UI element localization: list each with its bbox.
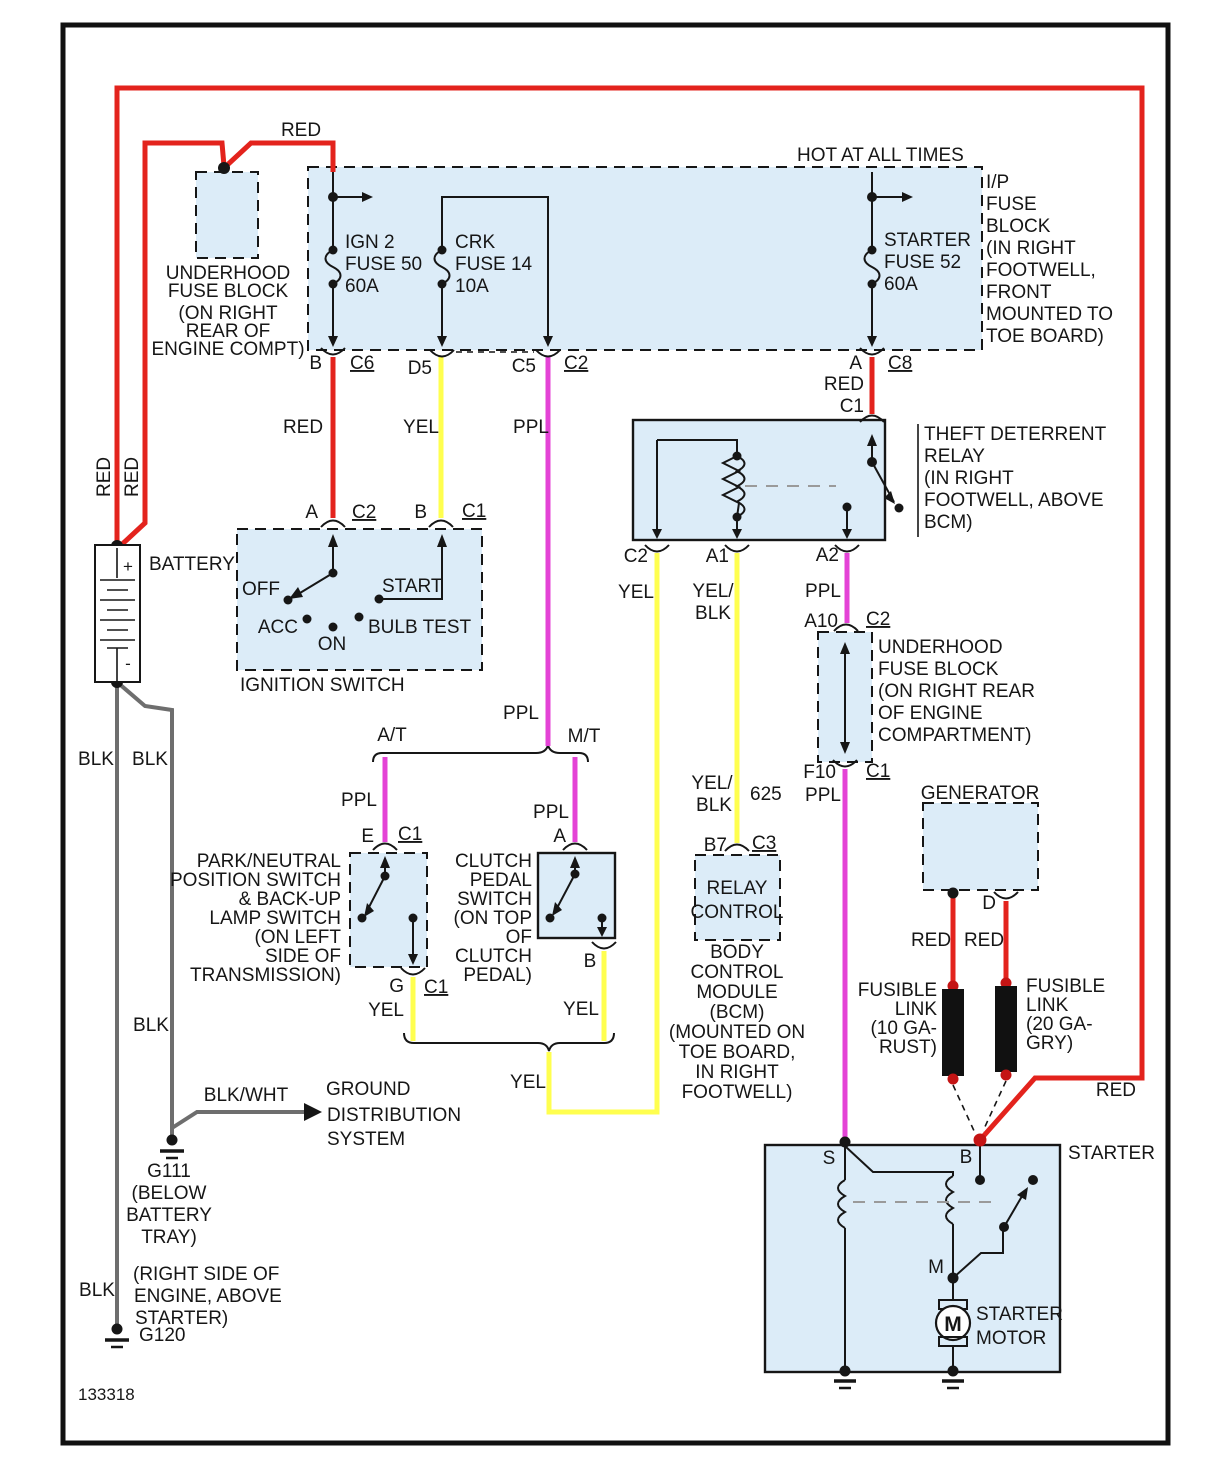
red-wire-label: RED [823, 374, 864, 395]
fl-right-line: GRY) [1026, 1033, 1074, 1054]
pin-label-m: M [928, 1257, 944, 1278]
fusible-link-right-symbol [995, 978, 1017, 1081]
at-branch-label: A/T [377, 725, 407, 746]
pn-side-line: POSITION SWITCH [170, 870, 341, 891]
fl-right-line: (20 GA- [1026, 1014, 1093, 1035]
pin-label-d: D [982, 893, 996, 914]
connector-pn-e [373, 844, 397, 851]
position-acc: ACC [257, 617, 298, 638]
pin-label-b: B [414, 502, 427, 523]
conn-label-c1: C1 [398, 824, 423, 845]
ip-side-line: MOUNTED TO [986, 304, 1114, 325]
underhood-left-label [151, 263, 304, 360]
fl-left-line: FUSIBLE [857, 980, 937, 1001]
yel-wire-label: YEL [403, 417, 439, 438]
g120-loc-line: STARTER) [135, 1308, 229, 1329]
g120-loc-line: (RIGHT SIDE OF [133, 1264, 280, 1285]
starter-fuse-line: 60A [884, 274, 918, 295]
starter-fuse-line: FUSE 52 [884, 252, 962, 273]
position-start: START [382, 576, 443, 597]
clutch-side-line: SWITCH [457, 889, 532, 910]
yel-wire-label: YEL [563, 999, 599, 1020]
ground-id-g111: G111 [147, 1161, 191, 1182]
conn-label-c6: C6 [350, 353, 375, 374]
connector-relay-c2 [645, 545, 669, 552]
g120-loc-line: ENGINE, ABOVE [134, 1286, 282, 1307]
bcm-caption-line: (BCM) [709, 1002, 765, 1023]
g111-loc-line: (BELOW [131, 1183, 207, 1204]
bcm-caption-line: IN RIGHT [695, 1062, 779, 1083]
blk-wire-label: BLK [133, 1015, 169, 1036]
fl-right-line: LINK [1026, 995, 1069, 1016]
conn-label-c1: C1 [462, 501, 487, 522]
connector-ignition-a [321, 521, 345, 528]
ignition-switch-caption: IGNITION SWITCH [240, 675, 405, 696]
pin-label-b7: B7 [703, 835, 727, 856]
ppl-wire-label: PPL [805, 785, 841, 806]
circuit-number-625: 625 [750, 784, 782, 805]
relay-side-line: THEFT DETERRENT [924, 424, 1107, 445]
generator-box [923, 803, 1038, 890]
bcm-caption-line: CONTROL [690, 962, 784, 983]
ign2-fuse-line: IGN 2 [345, 232, 395, 253]
pin-label-g: G [389, 976, 404, 997]
blkwht-wire-ground-dist [172, 1112, 304, 1128]
clutch-side-line: PEDAL) [463, 965, 532, 986]
conn-label-c3: C3 [752, 833, 777, 854]
bcm-caption-line: TOE BOARD, [678, 1042, 796, 1063]
bcm-box-line: RELAY [706, 878, 768, 899]
battery-minus: - [125, 654, 131, 673]
uhl-name-line: FUSE BLOCK [167, 281, 289, 302]
bcm-box-line: CONTROL [690, 902, 784, 923]
diagram-number: 133318 [78, 1385, 135, 1404]
ppl-wire-label: PPL [805, 581, 841, 602]
yel-wire-label: YEL [368, 1000, 404, 1021]
conn-label-c1: C1 [839, 396, 864, 417]
ip-connector-labels [309, 353, 912, 417]
crk-fuse-line: 10A [455, 276, 489, 297]
pn-side-line: SIDE OF [264, 946, 341, 967]
yel-wire-label: YEL [510, 1072, 546, 1093]
mt-branch-label: M/T [567, 726, 601, 747]
blk-wire-label: BLK [79, 1280, 115, 1301]
position-off: OFF [242, 579, 280, 600]
pin-label-b: B [309, 353, 322, 374]
generator-left-pin-dot [948, 888, 959, 899]
yelblk-wire-label: YEL/ [692, 581, 734, 602]
conn-label-c8: C8 [888, 353, 913, 374]
relay-side-line: FOOTWELL, ABOVE [924, 490, 1104, 511]
red-wire-label: RED [282, 417, 324, 438]
ign2-fuse-line: 60A [345, 276, 379, 297]
red-wire-label-vertical: RED [94, 456, 115, 497]
connector-bcm-b7 [725, 845, 749, 852]
clutch-side-line: PEDAL [469, 870, 532, 891]
fl-left-line: (10 GA- [870, 1018, 937, 1039]
ground-dist-line: SYSTEM [327, 1129, 406, 1150]
at-mt-brace [373, 745, 588, 762]
pn-side-line: PARK/NEUTRAL [196, 851, 341, 872]
pin-label-f10: F10 [803, 762, 836, 783]
ground-g120-symbol [105, 1324, 129, 1348]
pin-label-a1: A1 [705, 546, 729, 567]
motor-symbol-m: M [944, 1313, 962, 1336]
pn-side-line: & BACK-UP [238, 889, 341, 910]
ppl-wire-label: PPL [341, 790, 377, 811]
relay-side-line: (IN RIGHT [924, 468, 1014, 489]
bcm-caption-line: BODY [710, 942, 764, 963]
pin-label-a10: A10 [804, 611, 838, 632]
clutch-side-line: CLUTCH [454, 946, 532, 967]
red-wire-label: RED [963, 930, 1005, 951]
uhr-side-line: (ON RIGHT REAR [878, 681, 1035, 702]
pin-label-c5: C5 [511, 356, 536, 377]
ip-side-line: I/P [986, 172, 1010, 193]
connector-clutch-b [592, 942, 616, 949]
ip-side-line: TOE BOARD) [986, 326, 1104, 347]
conn-label-c2: C2 [866, 609, 891, 630]
yel-merge-brace [404, 1033, 614, 1051]
red-wire-label: RED [280, 120, 322, 141]
fl-left-line: LINK [894, 999, 937, 1020]
ppl-wire-label: PPL [513, 417, 549, 438]
pin-label-e: E [361, 826, 374, 847]
pin-label-a: A [849, 353, 862, 374]
conn-label-c2: C2 [564, 353, 589, 374]
ground-dist-line: DISTRIBUTION [327, 1105, 462, 1126]
blk-wire-label: BLK [132, 749, 168, 770]
pin-label-c2: C2 [623, 546, 648, 567]
ppl-wire-label: PPL [503, 703, 539, 724]
starter-label: STARTER [1068, 1143, 1155, 1164]
bcm-caption-line: FOOTWELL) [681, 1082, 793, 1103]
conn-label-c1: C1 [866, 761, 891, 782]
yelblk-wire-label: BLK [695, 603, 731, 624]
pin-label-b: B [959, 1147, 973, 1168]
red-wire-label: RED [1095, 1080, 1136, 1101]
uhl-loc-line: (ON RIGHT [178, 303, 278, 324]
blkwht-wire-label: BLK/WHT [203, 1085, 289, 1106]
yel-wire-label: YEL [618, 582, 654, 603]
crk-fuse-line: CRK [455, 232, 496, 253]
ip-fuse-block-side-label [986, 172, 1113, 347]
clutch-side-line: OF [505, 927, 532, 948]
battery-label: BATTERY [149, 554, 235, 575]
ip-side-line: FOOTWELL, [986, 260, 1096, 281]
bcm-caption-line: MODULE [696, 982, 778, 1003]
conn-label-c2: C2 [352, 502, 377, 523]
connector-ignition-b [429, 521, 453, 528]
pin-label-d5: D5 [407, 358, 432, 379]
underhood-fuse-block-left-box [196, 172, 258, 258]
ground-dist-line: GROUND [326, 1079, 411, 1100]
position-bulb-test: BULB TEST [368, 617, 472, 638]
ground-dist-arrow-icon [304, 1103, 322, 1121]
battery-plus: + [123, 557, 133, 576]
uhl-loc-line: REAR OF [185, 321, 271, 342]
pin-label-a2: A2 [815, 545, 839, 566]
uhl-loc-line: ENGINE COMPT) [151, 339, 305, 360]
generator-label: GENERATOR [920, 783, 1040, 804]
ip-side-line: (IN RIGHT [986, 238, 1076, 259]
pin-label-s: S [822, 1148, 836, 1169]
starter-motor-label: STARTER [976, 1304, 1063, 1325]
relay-side-line: BCM) [924, 512, 973, 533]
pin-label-a: A [553, 826, 566, 847]
ppl-wire-label: PPL [533, 802, 569, 823]
red-wire-label: RED [910, 930, 952, 951]
ground-g111-symbol [160, 1135, 184, 1159]
crk-fuse-line: FUSE 14 [455, 254, 533, 275]
pn-side-line: TRANSMISSION) [190, 965, 341, 986]
uhr-side-line: UNDERHOOD [878, 637, 1003, 658]
fusible-link-labels [858, 976, 1105, 1058]
pn-side-line: (ON LEFT [254, 927, 341, 948]
yelblk-wire-label: YEL/ [691, 773, 733, 794]
blk-wire-label: BLK [78, 749, 114, 770]
g111-loc-line: TRAY) [141, 1227, 197, 1248]
connector-clutch-a [563, 844, 587, 851]
pin-label-b: B [583, 951, 597, 972]
connector-generator-d [994, 892, 1018, 899]
relay-side-line: RELAY [924, 446, 985, 467]
position-on: ON [317, 634, 347, 655]
pn-side-line: LAMP SWITCH [209, 908, 341, 929]
starter-motor-label: MOTOR [976, 1328, 1047, 1349]
uhl-name-line: UNDERHOOD [165, 263, 291, 284]
ip-side-line: BLOCK [986, 216, 1051, 237]
fl-right-line: FUSIBLE [1026, 976, 1106, 997]
uhr-side-line: COMPARTMENT) [878, 725, 1032, 746]
fusible-link-left-symbol [942, 981, 964, 1085]
ip-side-line: FUSE [986, 194, 1037, 215]
bcm-caption-line: (MOUNTED ON [668, 1022, 806, 1043]
battery-symbol [95, 545, 140, 682]
pin-label-a: A [305, 502, 318, 523]
ip-side-line: FRONT [986, 282, 1052, 303]
red-wire-label-vertical: RED [122, 456, 143, 497]
ground-id-g120: G120 [139, 1325, 186, 1346]
conn-label-c1: C1 [424, 977, 449, 998]
uhr-side-line: FUSE BLOCK [878, 659, 999, 680]
g111-loc-line: BATTERY [126, 1205, 212, 1226]
starter-fuse-line: STARTER [884, 230, 971, 251]
ign2-fuse-line: FUSE 50 [345, 254, 423, 275]
clutch-side-line: (ON TOP [453, 908, 532, 929]
hot-at-all-times-label: HOT AT ALL TIMES [797, 145, 964, 166]
park-neutral-switch-box [350, 853, 427, 967]
fusible-left-lead [953, 1085, 975, 1133]
uhr-side-line: OF ENGINE [878, 703, 983, 724]
fl-left-line: RUST) [878, 1037, 937, 1058]
connector-pn-g [401, 968, 425, 975]
yelblk-wire-label: BLK [696, 795, 732, 816]
clutch-side-line: CLUTCH [454, 851, 532, 872]
